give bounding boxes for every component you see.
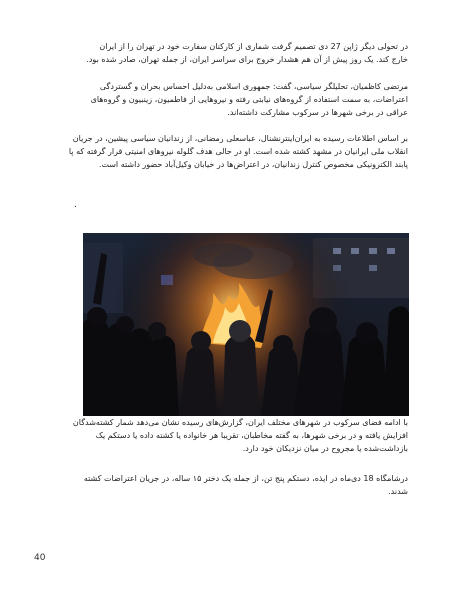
paragraph-mashhad-report [60,132,408,171]
text-line: پابند الکترونیکی مخصوص کنترل زندانیان، در اعتراض‌ها در خیابان وکیل‌آباد حضور داشته است. [98,160,408,169]
paragraph-casualties [60,416,408,455]
text-line: افزایش یافته و در برخی شهرها، به گفته مخاطبان، تقریبا هر خانواده یا کشته داده یا دستکم یک [95,431,408,440]
text-line: مرتضی کاظمیان، تحلیلگر سیاسی، گفت: جمهوری اسلامی به‌دلیل احساس بحران و گستردگی [99,82,408,91]
text-line: انقلاب ملی ایرانیان در مشهد کشته شده است. او در حالی هدف گلوله نیروهای امنیتی قرار گرفته که پا [68,147,408,156]
text-line: با ادامه فضای سرکوب در شهرهای مختلف ایران، گزارش‌های رسیده نشان می‌دهد شمار کشته‌شدگان [72,418,408,427]
text-line: اعتراضات، به سمت استفاده از گروه‌های نیابتی رفته و نیروهایی از فاطمیون، زینبیون و گروه‌های [90,95,408,104]
paragraph-izeh [60,472,408,498]
paragraph-analyst-quote [60,80,408,119]
text-line: بر اساس اطلاعات رسیده به ایران‌اینترنشنال، عباسعلی رمضانی، از زندانیان سیاسی پیشین، در جریان [72,134,408,143]
text-line: شدند. [388,487,408,496]
text-line: بازداشت‌شده یا مجروح در میان نزدیکان خود دارد. [242,444,408,453]
text-line: خارج کند. یک روز پیش از آن هم هشدار خروج برای سراسر ایران، از جمله تهران، صادر شده بود. [86,55,408,64]
text-line: درشامگاه 18 دی‌ماه در ایذه، دستکم پنج تن، از جمله یک دختر ۱۵ ساله، در جریان اعتراضات کشته [83,474,408,483]
paragraph-japan-embassy [60,40,408,66]
text-line: عراقی در برخی شهرها در سرکوب مشارکت داشته‌اند. [227,108,408,117]
text-line: در تحولی دیگر ژاپن 27 دی تصمیم گرفت شماری از کارکنان سفارت خود در تهران را از ایران [99,42,408,51]
stray-dot: . [74,200,77,210]
protest-photo [83,233,409,416]
page-number: 40 [34,553,46,563]
